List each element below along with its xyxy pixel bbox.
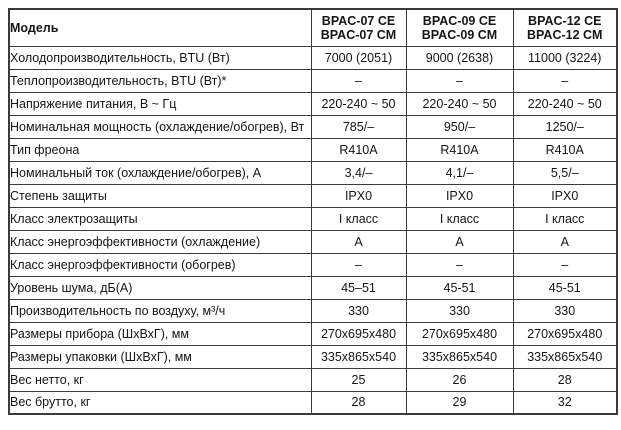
spec-value: 785/–	[311, 115, 406, 138]
spec-value: 270x695x480	[311, 322, 406, 345]
table-row	[9, 368, 617, 391]
model-column-header-1	[311, 9, 406, 46]
spec-value: 335x865x540	[513, 345, 617, 368]
spec-label: Номинальный ток (охлаждение/обогрев), А	[9, 161, 311, 184]
spec-value: IPX0	[311, 184, 406, 207]
model-name-cm: BPAC-07 CM	[320, 27, 397, 42]
spec-value: 335x865x540	[406, 345, 513, 368]
model-name-cm: BPAC-09 CM	[421, 27, 498, 42]
table-row	[9, 276, 617, 299]
spec-label: Производительность по воздуху, м³/ч	[9, 299, 311, 322]
spec-value: R410A	[513, 138, 617, 161]
spec-value: I класс	[513, 207, 617, 230]
spec-value: IPX0	[513, 184, 617, 207]
spec-label: Теплопроизводительность, BTU (Вт)*	[9, 69, 311, 92]
table-row	[9, 161, 617, 184]
spec-value: 950/–	[406, 115, 513, 138]
spec-value: 45-51	[513, 276, 617, 299]
spec-value: 28	[311, 391, 406, 414]
spec-label: Класс электрозащиты	[9, 207, 311, 230]
spec-value: А	[406, 230, 513, 253]
model-name-ce: BPAC-09 CE	[422, 13, 497, 28]
model-column-header-3	[513, 9, 617, 46]
spec-value: А	[311, 230, 406, 253]
spec-value: 330	[406, 299, 513, 322]
spec-value: 270x695x480	[513, 322, 617, 345]
spec-label: Размеры упаковки (ШхВхГ), мм	[9, 345, 311, 368]
spec-label: Вес нетто, кг	[9, 368, 311, 391]
spec-value: 11000 (3224)	[513, 46, 617, 69]
header-row	[9, 9, 617, 46]
spec-value: R410A	[406, 138, 513, 161]
spec-value: –	[406, 69, 513, 92]
spec-label: Класс энергоэффективности (охлаждение)	[9, 230, 311, 253]
spec-value: –	[406, 253, 513, 276]
table-row	[9, 115, 617, 138]
table-row	[9, 92, 617, 115]
table-row	[9, 253, 617, 276]
spec-value: I класс	[406, 207, 513, 230]
spec-label: Степень защиты	[9, 184, 311, 207]
spec-value: 28	[513, 368, 617, 391]
spec-value: –	[311, 69, 406, 92]
model-column-header-2	[406, 9, 513, 46]
spec-value: 7000 (2051)	[311, 46, 406, 69]
table-row	[9, 138, 617, 161]
spec-value: –	[513, 69, 617, 92]
spec-label: Номинальная мощность (охлаждение/обогрев), Вт	[9, 115, 311, 138]
spec-value: 330	[513, 299, 617, 322]
spec-value: 220-240 ~ 50	[513, 92, 617, 115]
spec-value: 9000 (2638)	[406, 46, 513, 69]
spec-value: 220-240 ~ 50	[406, 92, 513, 115]
spec-value: 220-240 ~ 50	[311, 92, 406, 115]
spec-value: 335x865x540	[311, 345, 406, 368]
spec-label: Вес брутто, кг	[9, 391, 311, 414]
spec-value: 45-51	[406, 276, 513, 299]
spec-label: Холодопроизводительность, BTU (Вт)	[9, 46, 311, 69]
spec-table-body	[9, 46, 617, 414]
spec-value: 32	[513, 391, 617, 414]
spec-value: 29	[406, 391, 513, 414]
spec-value: IPX0	[406, 184, 513, 207]
spec-value: 5,5/–	[513, 161, 617, 184]
table-row	[9, 299, 617, 322]
spec-value: 1250/–	[513, 115, 617, 138]
spec-label: Размеры прибора (ШхВхГ), мм	[9, 322, 311, 345]
table-row	[9, 230, 617, 253]
spec-table-header	[9, 9, 617, 46]
model-name-ce: BPAC-12 CE	[528, 13, 602, 28]
spec-value: R410A	[311, 138, 406, 161]
model-name-cm: BPAC-12 CM	[527, 27, 603, 42]
spec-label: Напряжение питания, В ~ Гц	[9, 92, 311, 115]
spec-value: 45–51	[311, 276, 406, 299]
table-row	[9, 46, 617, 69]
spec-value: 4,1/–	[406, 161, 513, 184]
spec-value: 25	[311, 368, 406, 391]
spec-value: 330	[311, 299, 406, 322]
spec-value: А	[513, 230, 617, 253]
spec-label: Уровень шума, дБ(А)	[9, 276, 311, 299]
table-row	[9, 345, 617, 368]
spec-table	[8, 8, 618, 415]
spec-value: –	[513, 253, 617, 276]
table-row	[9, 207, 617, 230]
spec-value: 3,4/–	[311, 161, 406, 184]
model-name-ce: BPAC-07 CE	[321, 13, 396, 28]
table-row	[9, 69, 617, 92]
spec-value: I класс	[311, 207, 406, 230]
table-row	[9, 322, 617, 345]
table-row	[9, 391, 617, 414]
spec-label: Тип фреона	[9, 138, 311, 161]
spec-value: 270x695x480	[406, 322, 513, 345]
table-row	[9, 184, 617, 207]
spec-value: 26	[406, 368, 513, 391]
spec-label: Класс энергоэффективности (обогрев)	[9, 253, 311, 276]
spec-value: –	[311, 253, 406, 276]
model-header-label: Модель	[9, 9, 311, 46]
